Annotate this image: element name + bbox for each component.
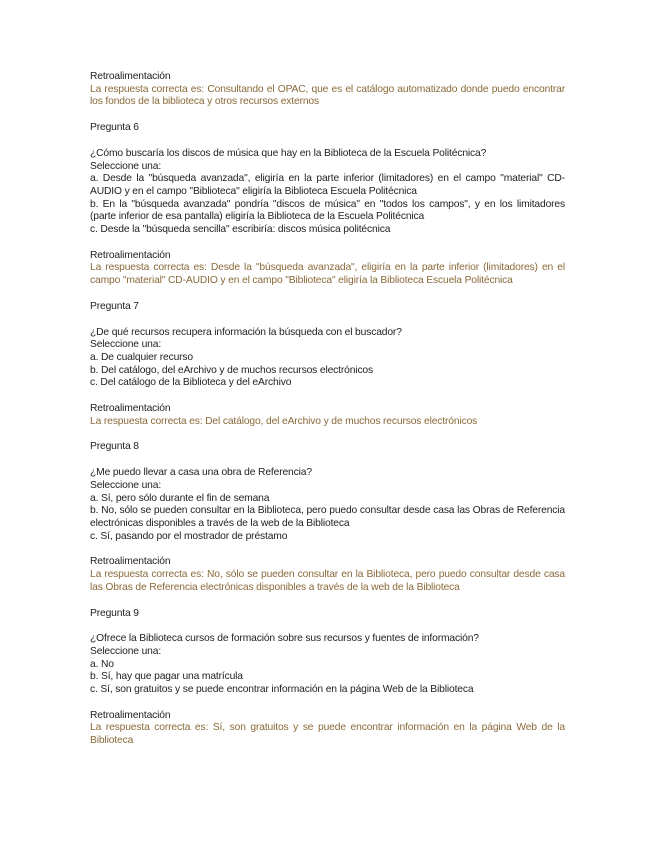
feedback-answer: La respuesta correcta es: Sí, son gratuitos y se puede encontrar información en la página Web de la Biblioteca — [90, 722, 565, 747]
question-title: Pregunta 9 — [90, 607, 139, 619]
option-b: b. Del catálogo, del eArchivo y de muchos recursos electrónicos — [90, 364, 374, 376]
select-prompt: Seleccione una: — [90, 339, 162, 351]
option-a: a. Desde la "búsqueda avanzada", eligiría en la parte inferior (limitadores) en el campo "material" CD-AUDIO y en el campo "Biblioteca" eligiría la Biblioteca Escuela Politécnica — [90, 173, 565, 197]
feedback-answer: La respuesta correcta es: Desde la "búsqueda avanzada", eligiría en la parte inferior (limitadores) en el campo "material" CD-AUDIO y en el campo "Biblioteca" eligiría la Biblioteca Escuela Politécnica — [90, 262, 565, 287]
option-b: b. En la "búsqueda avanzada" pondría "discos de música" en "todos los campos", y en los limitadores (parte inferior de esa pantalla) eligiría la Biblioteca de la Escuela Politécnica — [90, 198, 565, 223]
feedback-label: Retroalimentación — [90, 249, 171, 261]
option-b: b. Sí, hay que pagar una matrícula — [90, 671, 243, 683]
select-prompt: Seleccione una: — [90, 479, 162, 491]
question-9 — [90, 608, 565, 748]
option-a: a. De cualquier recurso — [90, 351, 194, 363]
question-text: ¿Cómo buscaría los discos de música que hay en la Biblioteca de la Escuela Politécnica? — [90, 147, 487, 159]
feedback-label: Retroalimentación — [90, 709, 171, 721]
option-c: c. Del catálogo de la Biblioteca y del eArchivo — [90, 377, 292, 389]
feedback-label: Retroalimentación — [90, 556, 171, 568]
question-title: Pregunta 6 — [90, 122, 139, 134]
question-8 — [90, 441, 565, 594]
feedback-answer: La respuesta correcta es: Del catálogo, del eArchivo y de muchos recursos electrónicos — [90, 415, 478, 427]
question-text: ¿De qué recursos recupera información la búsqueda con el buscador? — [90, 326, 402, 338]
question-text: ¿Ofrece la Biblioteca cursos de formación sobre sus recursos y fuentes de información? — [90, 633, 479, 645]
select-prompt: Seleccione una: — [90, 160, 162, 172]
option-b: b. No, sólo se pueden consultar en la Biblioteca, pero puedo consultar desde casa las Obras de Referencia electrónicas disponibles a través de la web de la Biblioteca — [90, 505, 565, 529]
question-7 — [90, 301, 565, 429]
option-a: a. Sí, pero sólo durante el fin de semana — [90, 492, 270, 504]
feedback-answer: La respuesta correcta es: Consultando el OPAC, que es el catálogo automatizado donde puedo encontrar los fondos de la biblioteca y otros recursos externos — [90, 83, 565, 108]
question-title: Pregunta 7 — [90, 300, 139, 312]
option-c: c. Desde la "búsqueda sencilla" escribiría: discos música politécnica — [90, 224, 391, 236]
feedback-answer: La respuesta correcta es: No, sólo se pueden consultar en la Biblioteca, pero puedo consultar desde casa las Obras de Referencia electrónicas disponibles a través de la web de la Biblioteca — [90, 569, 565, 593]
select-prompt: Seleccione una: — [90, 645, 162, 657]
question-text: ¿Me puedo llevar a casa una obra de Referencia? — [90, 467, 312, 479]
option-a: a. No — [90, 658, 114, 670]
question-6 — [90, 122, 565, 288]
intro-feedback — [90, 71, 565, 109]
feedback-label: Retroalimentación — [90, 403, 171, 415]
question-title: Pregunta 8 — [90, 441, 139, 453]
option-c: c. Sí, pasando por el mostrador de préstamo — [90, 530, 288, 542]
feedback-label: Retroalimentación — [90, 71, 171, 82]
option-c: c. Sí, son gratuitos y se puede encontrar información en la página Web de la Biblioteca — [90, 684, 474, 696]
